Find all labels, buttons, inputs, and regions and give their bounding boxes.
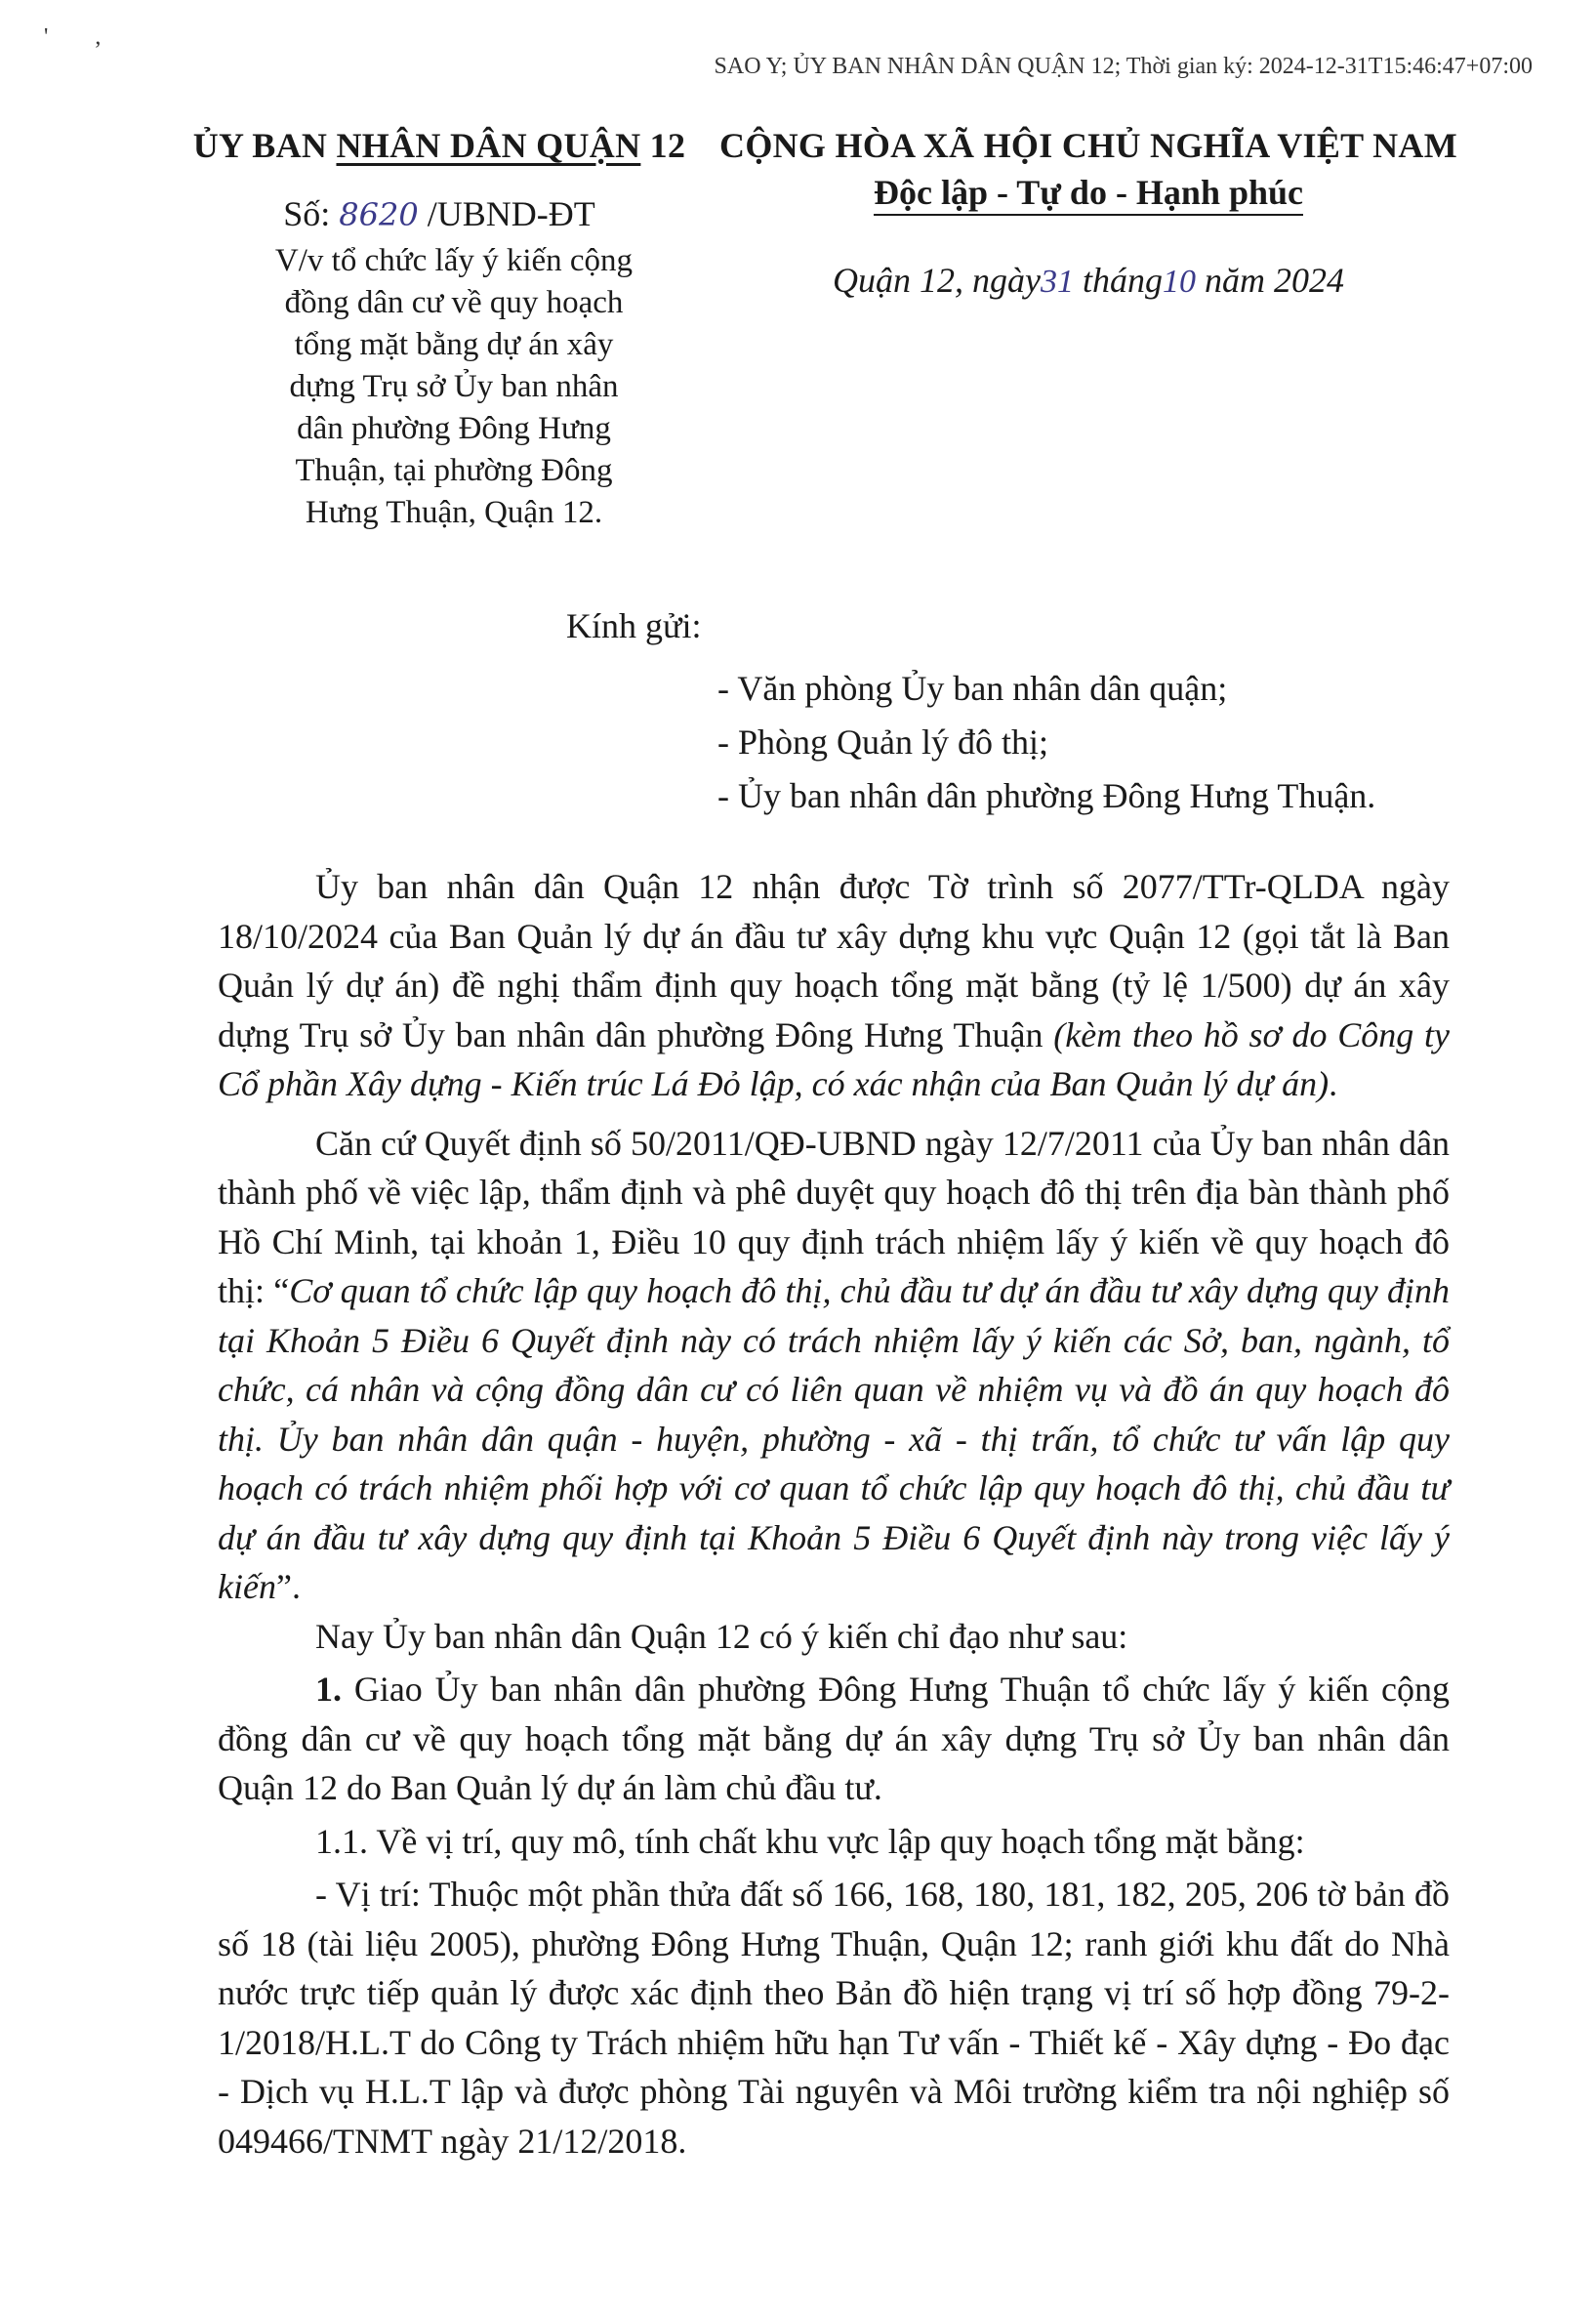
scan-marks: ' , xyxy=(44,24,102,50)
recipient-item: - Phòng Quản lý đô thị; xyxy=(717,722,1048,762)
paragraph-end: ”. xyxy=(275,1567,301,1606)
paragraph-quote: Cơ quan tổ chức lập quy hoạch đô thị, chủ đầu tư dự án đầu tư xây dựng quy định tại Khoản 5 Điều 6 Quyết định này có trách nhiệm lấy ý kiến các Sở, ban, ngành, tổ chức, cá nhân và cộng đồng dân cư có liên quan về nhiệm vụ và đồ án quy hoạch đô thị. Ủy ban nhân dân quận - huyện, phường - xã - thị trấn, tổ chức tư vấn lập quy hoạch có trách nhiệm phối hợp với cơ quan tổ chức lập quy hoạch đô thị, chủ đầu tư dự án đầu tư xây dựng quy định tại Khoản 5 Điều 6 Quyết định này trong việc lấy ý kiến xyxy=(218,1271,1451,1606)
paragraph-receipt xyxy=(218,862,1450,1109)
agency-underlined: NHÂN DÂN QUẬN xyxy=(336,126,641,165)
paragraph-text: Ủy ban nhân dân Quận 12 nhận được Tờ trình số 2077/TTr-QLDA ngày 18/10/2024 của Ban Quản lý dự án đầu tư xây dựng khu vực Quận 12 (gọi tắt là Ban Quản lý dự án) đề nghị thẩm định quy hoạch tổng mặt bằng (tỷ lệ 1/500) dự án xây dựng Trụ sở Ủy ban nhân dân phường Đông Hưng Thuận xyxy=(218,867,1450,1054)
national-motto xyxy=(703,172,1474,213)
motto-text: Độc lập - Tự do - Hạnh phúc xyxy=(874,173,1303,216)
date-day-handwritten: 31 xyxy=(1040,264,1074,300)
national-header-block xyxy=(703,125,1474,301)
date-line xyxy=(703,260,1474,301)
paragraph-location: - Vị trí: Thuộc một phần thửa đất số 166, 168, 180, 181, 182, 205, 206 tờ bản đồ số 18 (tài liệu 2005), phường Đông Hưng Thuận, Quận 12; ranh giới khu đất do Nhà nước trực tiếp quản lý được xác định theo Bản đồ hiện trạng vị trí số hợp đồng 79-2-1/2018/H.L.T do Công ty Trách nhiệm hữu hạn Tư vấn - Thiết kế - Xây dựng - Đo đạc - Dịch vụ H.L.T lập và được phòng Tài nguyên và Môi trường kiểm tra nội nghiệp số 049466/TNMT ngày 21/12/2018. xyxy=(218,1875,1450,2161)
paragraph-italic: (kèm theo hồ sơ do Công ty Cổ phần Xây dựng - Kiến trúc Lá Đỏ lập, có xác nhận của Ban Quản lý dự án) xyxy=(218,1014,1450,1103)
paragraph-text: Giao Ủy ban nhân dân phường Đông Hưng Thuận tổ chức lấy ý kiến cộng đồng dân cư về quy hoạch tổng mặt bằng dự án xây dựng Trụ sở Ủy ban nhân dân Quận 12 do Ban Quản lý dự án làm chủ đầu tư. xyxy=(218,1670,1450,1807)
paragraph-end: . xyxy=(1329,1064,1338,1103)
agency-prefix: ỦY BAN xyxy=(192,126,337,165)
date-month-label: tháng xyxy=(1073,261,1163,300)
paragraph-directive-intro: Nay Ủy ban nhân dân Quận 12 có ý kiến chỉ đạo như sau: xyxy=(315,1616,1128,1656)
doc-number-prefix: Số: xyxy=(283,194,340,233)
agency-suffix: 12 xyxy=(640,126,686,165)
recipients-list xyxy=(717,662,1375,823)
date-year: năm 2024 xyxy=(1196,261,1344,300)
directive-number: 1. xyxy=(315,1670,342,1709)
paragraph-directive-1 xyxy=(218,1665,1450,1813)
document-body xyxy=(218,862,1450,2166)
paragraph-text: Căn cứ Quyết định số 50/2011/QĐ-UBND ngày 12/7/2011 của Ủy ban nhân dân thành phố về việc lập, thẩm định và phê duyệt quy hoạch đô thị trên địa bàn thành phố Hồ Chí Minh, tại khoản 1, Điều 10 quy định trách nhiệm lấy ý kiến về quy hoạch đô thị: “ xyxy=(218,1123,1450,1310)
doc-number-handwritten: 8620 xyxy=(339,196,419,233)
date-prefix: Quận 12, ngày xyxy=(833,261,1041,300)
country-name: CỘNG HÒA XÃ HỘI CHỦ NGHĨA VIỆT NAM xyxy=(719,126,1457,165)
agency-header-block xyxy=(146,125,732,534)
document-subject: V/v tổ chức lấy ý kiến cộng đồng dân cư về quy hoạch tổng mặt bằng dự án xây dựng Trụ sở Ủy ban nhân dân phường Đông Hưng Thuận, tại phường Đông Hưng Thuận, Quận 12. xyxy=(274,243,634,530)
paragraph-legal-basis xyxy=(218,1119,1450,1612)
recipients-label: Kính gửi: xyxy=(566,606,702,645)
document-number xyxy=(146,193,732,234)
paragraph-section-1-1: 1.1. Về vị trí, quy mô, tính chất khu vực lập quy hoạch tổng mặt bằng: xyxy=(315,1821,1305,1861)
doc-number-suffix: /UBND-ĐT xyxy=(418,194,595,233)
date-month-handwritten: 10 xyxy=(1163,264,1196,300)
recipient-item: - Ủy ban nhân dân phường Đông Hưng Thuận. xyxy=(717,776,1376,815)
recipient-item: - Văn phòng Ủy ban nhân dân quận; xyxy=(717,669,1228,708)
copy-stamp-line: SAO Y; ỦY BAN NHÂN DÂN QUẬN 12; Thời gian ký: 2024-12-31T15:46:47+07:00 xyxy=(714,54,1533,79)
agency-name xyxy=(146,125,732,166)
